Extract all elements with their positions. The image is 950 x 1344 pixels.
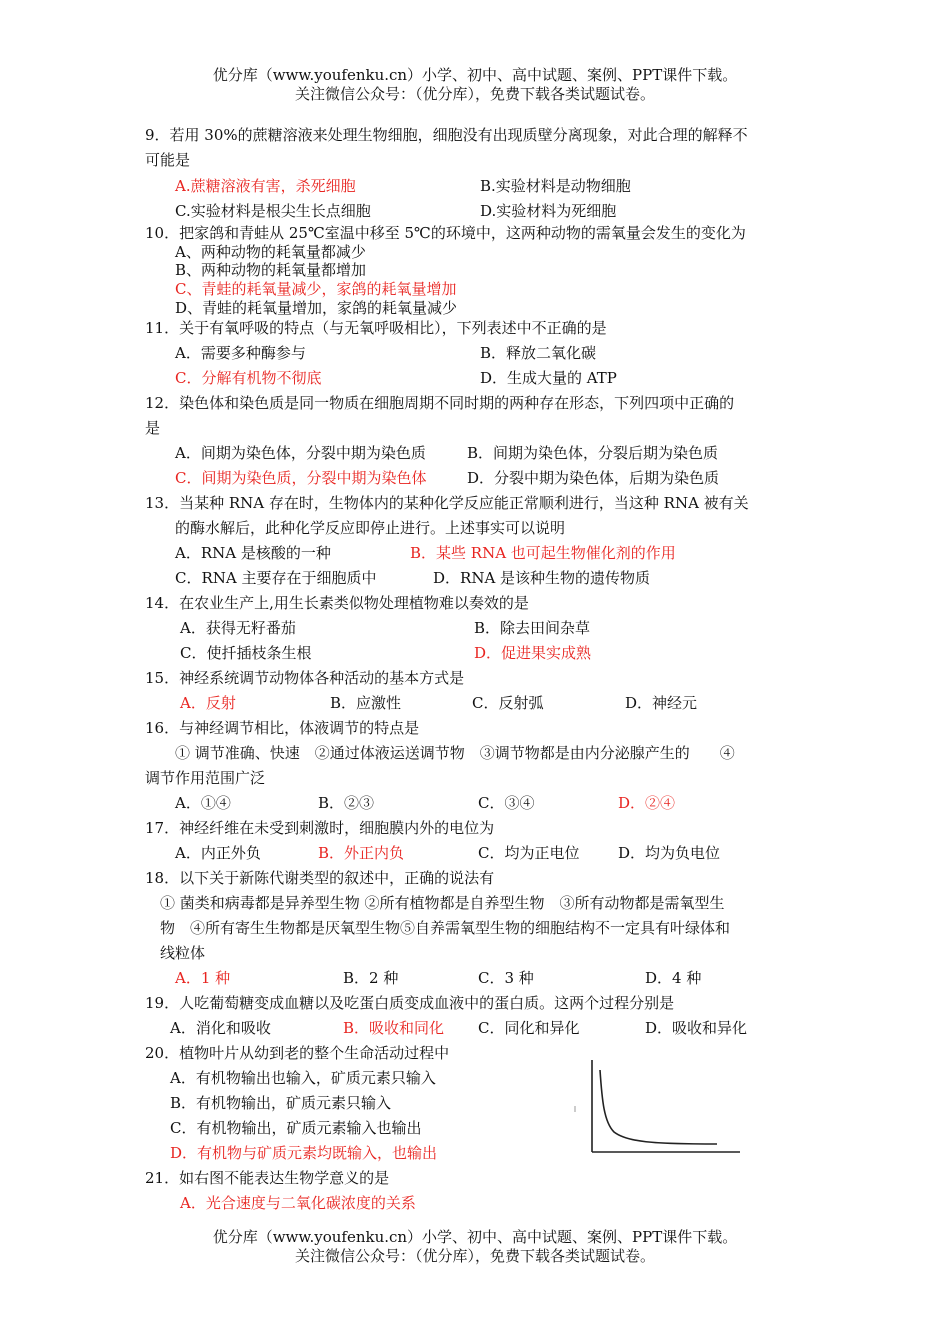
q11-option-b: B．释放二氧化碳 [480,344,597,362]
q9-option-d: D.实验材料为死细胞 [480,202,617,220]
q9-option-c: C.实验材料是根尖生长点细胞 [175,202,371,220]
q17-option-a: A．内正外负 [175,844,261,862]
q14-option-b: B．除去田间杂草 [474,619,591,637]
footer-line-1: 优分库（www.youfenku.cn）小学、初中、高中试题、案例、PPT课件下载。 [212,1228,738,1246]
q19-option-d: D．吸收和异化 [645,1019,748,1037]
q10-stem: 10．把家鸽和青蛙从 25℃室温中移至 5℃的环境中，这两种动物的需氧量会发生的变化为 [145,224,746,242]
q13-option-a: A．RNA 是核酸的一种 [175,544,331,562]
q12-option-d: D．分裂中期为染色体，后期为染色质 [467,469,720,487]
q10-option-d: D、青蛙的耗氧量增加，家鸽的耗氧量减少 [175,299,458,317]
q10-option-c: C、青蛙的耗氧量减少，家鸽的耗氧量增加 [175,280,457,298]
q12-stem-cont: 是 [145,419,161,437]
q20-option-c: C．有机物输出，矿质元素输入也输出 [170,1119,422,1137]
q13-option-c: C．RNA 主要存在于细胞质中 [175,569,377,587]
q16-items: ① 调节准确、快速 ②通过体液运送调节物 ③调节物都是由内分泌腺产生的 ④ [175,744,735,762]
q18-items-cont: 物 ④所有寄生生物都是厌氧型生物⑤自养需氧型生物的细胞结构不一定具有叶绿体和 [160,919,731,937]
q13-option-d: D．RNA 是该种生物的遗传物质 [433,569,651,587]
q17-option-d: D．均为负电位 [618,844,721,862]
q13-option-b: B．某些 RNA 也可起生物催化剂的作用 [410,544,676,562]
q18-option-a: A．1 种 [175,969,231,987]
q19-option-a: A．消化和吸收 [170,1019,271,1037]
q15-option-a: A．反射 [180,694,236,712]
q19-option-c: C．同化和异化 [478,1019,580,1037]
q16-option-a: A．①④ [175,794,231,812]
q13-stem: 13．当某种 RNA 存在时，生物体内的某种化学反应能正常顺利进行，当这种 RNA 被有关 [145,494,749,512]
q14-option-c: C．使扦插枝条生根 [180,644,312,662]
header-line-2: 关注微信公众号：（优分库），免费下载各类试题试卷。 [294,85,655,103]
q9-stem-cont: 可能是 [145,151,191,169]
q19-option-b: B．吸收和同化 [343,1019,445,1037]
q18-items: ① 菌类和病毒都是异养型生物 ②所有植物都是自养型生物 ③所有动物都是需氧型生 [160,894,725,912]
q14-option-a: A．获得无籽番茄 [180,619,296,637]
q12-option-a: A．间期为染色体，分裂中期为染色质 [175,444,426,462]
q15-option-b: B．应激性 [330,694,402,712]
q20-option-a: A．有机物输出也输入，矿质元素只输入 [170,1069,436,1087]
q19-stem: 19．人吃葡萄糖变成血糖以及吃蛋白质变成血液中的蛋白质。这两个过程分别是 [145,994,675,1012]
q17-option-c: C．均为正电位 [478,844,580,862]
q20-option-b: B．有机物输出，矿质元素只输入 [170,1094,392,1112]
q20-option-d: D．有机物与矿质元素均既输入，也输出 [170,1144,438,1162]
q9-option-a: A.蔗糖溶液有害，杀死细胞 [175,177,356,195]
q18-option-d: D．4 种 [645,969,702,987]
q18-option-c: C．3 种 [478,969,534,987]
q14-option-d: D．促进果实成熟 [474,644,592,662]
q16-option-d: D．②④ [618,794,676,812]
q9-stem: 9．若用 30%的蔗糖溶液来处理生物细胞，细胞没有出现质壁分离现象，对此合理的解释不 [145,126,748,144]
q13-stem-cont: 的酶水解后，此种化学反应即停止进行。上述事实可以说明 [175,519,566,537]
q12-option-c: C．间期为染色质，分裂中期为染色体 [175,469,427,487]
decay-curve-figure [572,1060,740,1160]
q18-option-b: B．2 种 [343,969,399,987]
footer-line-2: 关注微信公众号：（优分库），免费下载各类试题试卷。 [294,1247,655,1265]
q16-items-cont: 调节作用范围广泛 [145,769,266,787]
q21-stem: 21．如右图不能表达生物学意义的是 [145,1169,390,1187]
q11-option-d: D．生成大量的 ATP [480,369,617,387]
q10-option-b: B、两种动物的耗氧量都增加 [175,261,367,279]
q20-stem: 20．植物叶片从幼到老的整个生命活动过程中 [145,1044,450,1062]
q12-option-b: B．间期为染色体，分裂后期为染色质 [467,444,719,462]
q12-stem: 12．染色体和染色质是同一物质在细胞周期不同时期的两种存在形态，下列四项中正确的 [145,394,735,412]
figure-curve [600,1070,717,1144]
q16-stem: 16．与神经调节相比，体液调节的特点是 [145,719,420,737]
q11-stem: 11．关于有氧呼吸的特点（与无氧呼吸相比），下列表述中不正确的是 [145,319,607,337]
q17-stem: 17．神经纤维在未受到刺激时，细胞膜内外的电位为 [145,819,495,837]
q18-stem: 18．以下关于新陈代谢类型的叙述中，正确的说法有 [145,869,495,887]
q14-stem: 14．在农业生产上,用生长素类似物处理植物难以奏效的是 [145,594,529,612]
q15-option-c: C．反射弧 [472,694,544,712]
q16-option-b: B．②③ [318,794,375,812]
q15-stem: 15．神经系统调节动物体各种活动的基本方式是 [145,669,465,687]
q18-items-cont2: 线粒体 [160,944,206,962]
header-line-1: 优分库（www.youfenku.cn）小学、初中、高中试题、案例、PPT课件下载。 [212,66,738,84]
q9-option-b: B.实验材料是动物细胞 [480,177,631,195]
q11-option-c: C．分解有机物不彻底 [175,369,322,387]
q15-option-d: D．神经元 [625,694,698,712]
q11-option-a: A．需要多种酶参与 [175,344,306,362]
q16-option-c: C．③④ [478,794,535,812]
q17-option-b: B．外正内负 [318,844,405,862]
q21-option-a: A．光合速度与二氧化碳浓度的关系 [180,1194,416,1212]
q10-option-a: A、两种动物的耗氧量都减少 [175,243,366,261]
